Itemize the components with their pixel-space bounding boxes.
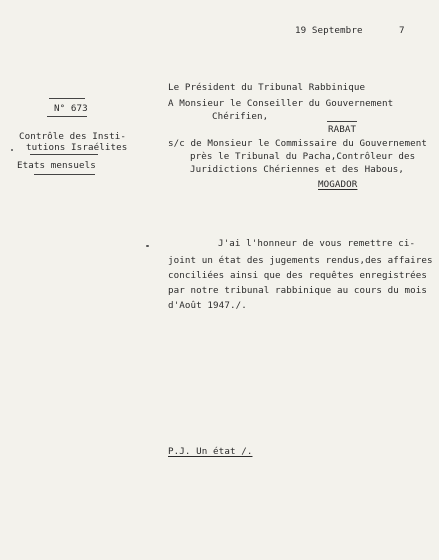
subject: Etats mensuels: [17, 160, 96, 171]
via-line-3: Juridictions Chériennes et des Habous,: [190, 164, 404, 175]
body-line-4: par notre tribunal rabbinique au cours du mois: [168, 285, 428, 296]
body-line-1: J'ai l'honneur de vous remettre ci-: [218, 238, 416, 249]
margin-dot: [11, 149, 13, 151]
body-line-5: d'Août 1947./.: [168, 300, 247, 311]
via-line-1: s/c de Monsieur le Commissaire du Gouvernement: [168, 138, 428, 149]
recipient-line-1: A Monsieur le Conseiller du Gouvernement: [168, 98, 394, 109]
recipient-city: RABAT: [328, 124, 357, 135]
ink-mark: [146, 245, 149, 247]
date: 19 Septembre: [295, 25, 363, 36]
department-line-2: tutions Israélites: [26, 142, 128, 153]
recipient-line-2: Chérifien,: [212, 111, 269, 122]
subject-rule: [34, 174, 95, 175]
via-line-2: près le Tribunal du Pacha,Contrôleur des: [190, 151, 416, 162]
enclosure-note: P.J. Un état /.: [168, 446, 253, 457]
recipient-city-underline: [327, 121, 357, 122]
department-line-1: Contrôle des Insti-: [19, 131, 126, 142]
body-line-2: joint un état des jugements rendus,des affaires: [168, 255, 433, 266]
department-rule: [30, 154, 98, 155]
reference-number: N° 673: [54, 103, 88, 114]
reference-rule-bottom: [47, 116, 87, 117]
via-city: MOGADOR: [318, 179, 358, 190]
reference-rule-top: [49, 98, 85, 99]
page-number: 7: [399, 25, 405, 36]
body-line-3: conciliées ainsi que des requêtes enregistrées: [168, 270, 428, 281]
sender: Le Président du Tribunal Rabbinique: [168, 82, 366, 93]
